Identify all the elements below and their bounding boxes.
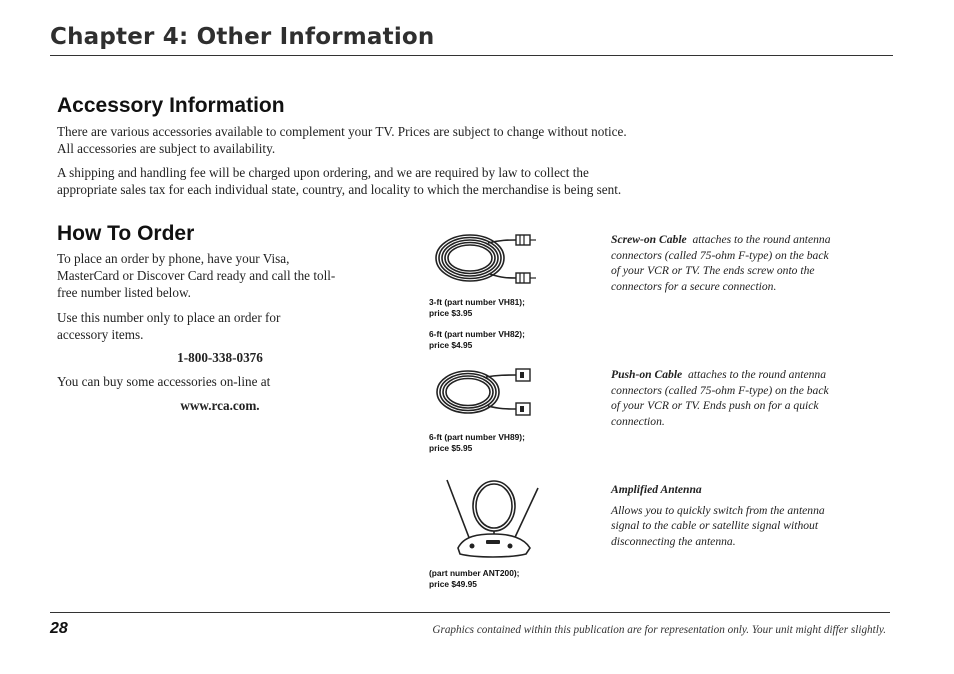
text-line: signal to the cable or satellite signal without xyxy=(611,519,819,532)
text-line: To place an order by phone, have your Visa, xyxy=(57,251,290,266)
product-caption xyxy=(429,432,525,454)
header-divider xyxy=(50,55,893,56)
text-line: connectors (called 75-ohm F-type) on the back xyxy=(611,383,829,397)
text-line: A shipping and handling fee will be charged upon ordering, and we are required by law to collect the xyxy=(57,165,589,180)
order-paragraph-1 xyxy=(57,250,397,301)
text-line xyxy=(611,367,891,383)
text-line: connection. xyxy=(611,414,665,428)
text-line xyxy=(611,482,891,498)
accessory-paragraph-1 xyxy=(57,123,777,157)
caption-line: (part number ANT200); xyxy=(429,568,520,578)
caption-line: price $49.95 xyxy=(429,579,477,589)
caption-line: 6-ft (part number VH82); xyxy=(429,329,525,339)
text-line: accessory items. xyxy=(57,327,144,342)
product-title: Amplified Antenna xyxy=(611,483,702,496)
text-line: There are various accessories available to complement your TV. Prices are subject to change without notice. xyxy=(57,124,627,139)
order-phone-number: 1-800-338-0376 xyxy=(177,350,263,365)
text-line: Use this number only to place an order for xyxy=(57,310,281,325)
caption-line: price $5.95 xyxy=(429,443,473,453)
caption-line: 6-ft (part number VH89); xyxy=(429,432,525,442)
order-online-text: You can buy some accessories on-line at xyxy=(57,374,271,389)
product-caption xyxy=(429,297,525,319)
amplified-antenna-icon xyxy=(440,474,544,560)
caption-line: 3-ft (part number VH81); xyxy=(429,297,525,307)
coiled-cable-screw-on-icon xyxy=(430,228,542,290)
text-line: disconnecting the antenna. xyxy=(611,534,736,548)
text-line: free number listed below. xyxy=(57,285,191,300)
page-number: 28 xyxy=(50,620,68,637)
product-description xyxy=(611,367,891,429)
text-span: attaches to the round antenna xyxy=(687,368,827,381)
coiled-cable-push-on-icon xyxy=(432,364,538,420)
text-line xyxy=(611,232,891,248)
order-website: www.rca.com. xyxy=(180,398,260,413)
text-line: All accessories are subject to availability. xyxy=(57,141,276,156)
text-line: connectors (called 75-ohm F-type) on the back xyxy=(611,248,829,262)
product-description xyxy=(611,482,891,549)
text-line: connectors for a secure connection. xyxy=(611,279,777,293)
chapter-title: Chapter 4: Other Information xyxy=(50,24,435,50)
text-span: attaches to the round antenna xyxy=(692,233,831,246)
product-caption xyxy=(429,329,525,351)
text-line: of your VCR or TV. Ends push on for a quick xyxy=(611,399,819,412)
footer-divider xyxy=(50,612,890,613)
caption-line: price $4.95 xyxy=(429,340,473,350)
product-description xyxy=(611,232,891,294)
text-line: appropriate sales tax for each individual state, country, and locality to which the merchandise is being sent. xyxy=(57,182,622,197)
accessory-paragraph-2 xyxy=(57,164,777,198)
order-heading: How To Order xyxy=(57,222,195,245)
text-line: MasterCard or Discover Card ready and call the toll- xyxy=(57,268,336,283)
product-title: Screw-on Cable xyxy=(611,233,687,246)
text-line: Allows you to quickly switch from the antenna xyxy=(611,503,825,517)
product-title: Push-on Cable xyxy=(611,368,683,381)
footer-disclaimer: Graphics contained within this publication are for representation only. Your unit might differ slightly. xyxy=(432,624,886,636)
accessory-heading: Accessory Information xyxy=(57,94,285,117)
order-paragraph-2 xyxy=(57,309,397,343)
product-caption xyxy=(429,568,519,590)
caption-line: price $3.95 xyxy=(429,308,473,318)
text-line: of your VCR or TV. The ends screw onto the xyxy=(611,264,815,277)
